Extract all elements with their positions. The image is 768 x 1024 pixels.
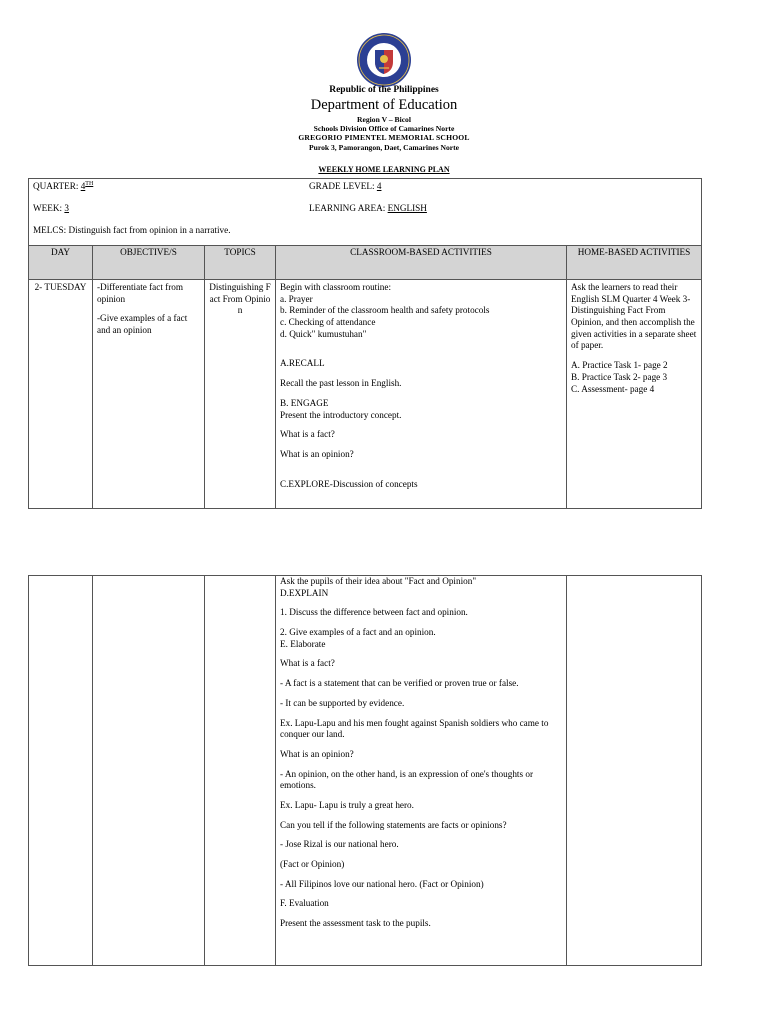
day-cell: 2- TUESDAY xyxy=(29,280,93,509)
engage-text: Present the introductory concept. xyxy=(280,409,402,420)
activity-line: - An opinion, on the other hand, is an expression of one's thoughts or emotions. xyxy=(280,768,534,791)
activity-line: Ask the pupils of their idea about "Fact and Opinion" xyxy=(280,576,477,586)
plan-title: WEEKLY HOME LEARNING PLAN xyxy=(318,165,450,174)
column-header-row xyxy=(29,246,702,280)
home-task: B. Practice Task 2- page 3 xyxy=(571,371,668,382)
learning-plan-table xyxy=(28,178,702,509)
table-row xyxy=(29,280,702,509)
header-topics: TOPICS xyxy=(205,246,276,280)
activity-line: Present the assessment task to the pupils. xyxy=(280,918,431,929)
activity-line: - Jose Rizal is our national hero. xyxy=(280,839,399,850)
activity-line: Ex. Lapu-Lapu and his men fought against Spanish soldiers who came to conquer our land. xyxy=(280,717,549,740)
melcs-field: MELCS: Distinguish fact from opinion in a narrative. xyxy=(33,225,231,235)
quarter-field: QUARTER: 4TH xyxy=(33,181,94,192)
explore-heading: C.EXPLORE-Discussion of concepts xyxy=(280,478,418,489)
home-instructions: Ask the learners to read their English SLM Quarter 4 Week 3- Distinguishing Fact From Opinion, and then accomplish the given activities in a separate sheet of paper. xyxy=(571,282,697,351)
activity-line: (Fact or Opinion) xyxy=(280,859,345,869)
question-fact: What is a fact? xyxy=(280,429,335,440)
elaborate-heading: E. Elaborate xyxy=(280,638,326,649)
activity-line: Can you tell if the following statements are facts or opinions? xyxy=(280,819,507,830)
recall-text: Recall the past lesson in English. xyxy=(280,378,402,389)
activity-line: - It can be supported by evidence. xyxy=(280,697,405,708)
objective-item: -Give examples of a fact and an opinion xyxy=(97,313,188,336)
header-objectives: OBJECTIVE/S xyxy=(93,246,205,280)
home-activities-cell xyxy=(567,280,702,509)
learning-area-field: LEARNING AREA: ENGLISH xyxy=(309,203,427,213)
routine-item: b. Reminder of the classroom health and safety protocols xyxy=(280,305,490,316)
activity-line: 1. Discuss the difference between fact and opinion. xyxy=(280,607,468,618)
activity-line: Ex. Lapu- Lapu is truly a great hero. xyxy=(280,799,414,810)
plan-info xyxy=(29,179,701,245)
activity-line: What is a fact? xyxy=(280,658,335,669)
engage-heading: B. ENGAGE xyxy=(280,397,329,408)
routine-item: c. Checking of attendance xyxy=(280,317,376,328)
header-home-activities: HOME-BASED ACTIVITIES xyxy=(567,246,702,280)
activity-line: - A fact is a statement that can be verified or proven true or false. xyxy=(280,678,519,689)
objective-item: -Differentiate fact from opinion xyxy=(97,282,184,304)
classroom-activities-cell xyxy=(276,576,567,966)
deped-seal-icon xyxy=(356,32,412,88)
activity-line: 2. Give examples of a fact and an opinion. xyxy=(280,627,436,638)
topic-cell xyxy=(205,576,276,966)
learning-plan-table-continued xyxy=(28,575,702,966)
routine-item: d. Quick" kumustuhan" xyxy=(280,328,367,339)
home-task: A. Practice Task 1- page 2 xyxy=(571,360,668,371)
home-activities-cell xyxy=(567,576,702,966)
routine-item: a. Prayer xyxy=(280,293,313,304)
activity-line: What is an opinion? xyxy=(280,748,354,759)
school-address: Purok 3, Pamorangon, Daet, Camarines Norte xyxy=(308,143,460,152)
region-line: Region V – Bicol xyxy=(357,115,411,124)
division-line: Schools Division Office of Camarines Norte xyxy=(313,124,455,133)
header-day: DAY xyxy=(29,246,93,280)
department-title: Department of Education xyxy=(310,97,458,113)
objectives-cell xyxy=(93,280,205,509)
home-task: C. Assessment- page 4 xyxy=(571,383,655,394)
table-row xyxy=(29,576,702,966)
topic-cell: Distinguishing Fact From Opinion xyxy=(205,280,276,509)
classroom-activities-cell xyxy=(276,280,567,509)
explain-heading: D.EXPLAIN xyxy=(280,587,329,598)
week-field: WEEK: 3 xyxy=(33,203,69,213)
evaluation-heading: F. Evaluation xyxy=(280,898,329,909)
routine-intro: Begin with classroom routine: xyxy=(280,282,391,292)
grade-level-field: GRADE LEVEL: 4 xyxy=(309,181,382,191)
header-classroom-activities: CLASSROOM-BASED ACTIVITIES xyxy=(276,246,567,280)
recall-heading: A.RECALL xyxy=(280,358,325,369)
school-name: GREGORIO PIMENTEL MEMORIAL SCHOOL xyxy=(298,133,470,142)
question-opinion: What is an opinion? xyxy=(280,448,354,459)
objectives-cell xyxy=(93,576,205,966)
day-cell xyxy=(29,576,93,966)
activity-line: - All Filipinos love our national hero. (Fact or Opinion) xyxy=(280,878,484,889)
republic-line: Republic of the Philippines xyxy=(329,85,439,95)
